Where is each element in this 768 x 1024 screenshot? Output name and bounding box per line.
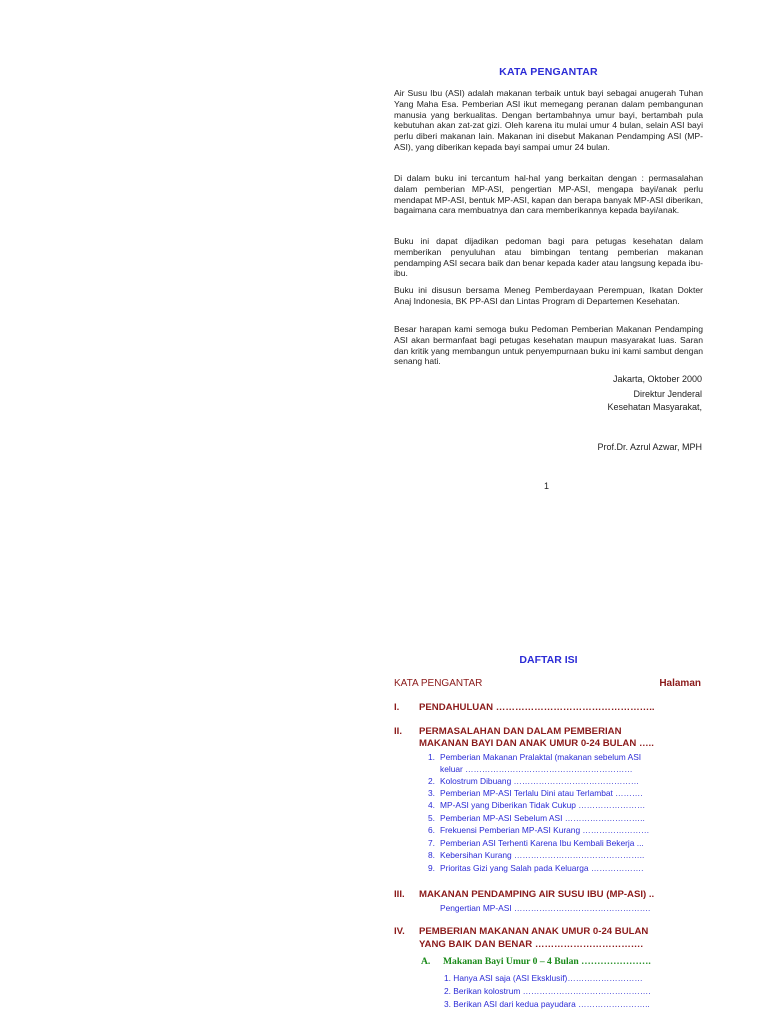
- toc-item-number: 6.: [428, 825, 435, 835]
- toc-item-number: 9.: [428, 863, 435, 873]
- toc-section-number: I.: [394, 702, 400, 713]
- signer-title-2: Kesehatan Masyarakat,: [607, 402, 702, 412]
- toc-item-text: Pemberian Makanan Pralaktal (makanan sebelum ASI: [440, 752, 642, 762]
- foreword-paragraph-2: Di dalam buku ini tercantum hal-hal yang berkaitan dengan : permasalahan dalam pemberian MP-ASI, pengertian MP-ASI, mengapa bayi/anak perlu mendapat MP-ASI, bentuk MP-ASI, kapan dan berapa banyak MP-ASI diberikan, bagaimana cara membuatnya dan cara memberikannya kepada bayi/anak.: [394, 173, 703, 216]
- toc-section-number: III.: [394, 889, 405, 900]
- toc-item-4a-1[interactable]: 1. Hanya ASI saja (ASI Eksklusif)………………………: [444, 973, 643, 983]
- toc-section-title-line2: MAKANAN BAYI DAN ANAK UMUR 0-24 BULAN …..: [419, 738, 654, 749]
- toc-title: DAFTAR ISI: [519, 654, 578, 666]
- toc-item-number: 7.: [428, 838, 435, 848]
- toc-section-number: II.: [394, 726, 402, 737]
- toc-item-text: Kebersihan Kurang ………………………………………..: [440, 850, 645, 860]
- toc-item-number: 1.: [428, 752, 435, 762]
- toc-section-title-line2: YANG BAIK DAN BENAR …………………………….: [419, 939, 644, 950]
- toc-item-4a-3[interactable]: 3. Berikan ASI dari kedua payudara ……………………..: [444, 999, 650, 1009]
- toc-foreword-entry[interactable]: KATA PENGANTAR: [394, 678, 483, 689]
- toc-section-title: PERMASALAHAN DAN DALAM PEMBERIAN: [419, 726, 622, 737]
- toc-section-number: IV.: [394, 926, 405, 937]
- toc-item-number: 3.: [428, 788, 435, 798]
- toc-subsection-title: Makanan Bayi Umur 0 – 4 Bulan ………………….: [443, 956, 651, 967]
- toc-item-number: 8.: [428, 850, 435, 860]
- toc-item-text: MP-ASI yang Diberikan Tidak Cukup ……………………: [440, 800, 646, 810]
- toc-item-text: Kolostrum Dibuang ………………………………………: [440, 776, 640, 786]
- toc-item-3-1[interactable]: Pengertian MP-ASI ………………………………………….: [440, 903, 651, 913]
- toc-item-text: Pemberian MP-ASI Terlalu Dini atau Terlambat ……….: [440, 788, 643, 798]
- toc-item-text: Pemberian ASI Terhenti Karena Ibu Kembali Bekerja ...: [440, 838, 644, 848]
- toc-item-text: Prioritas Gizi yang Salah pada Keluarga ……………….: [440, 863, 644, 873]
- signer-name: Prof.Dr. Azrul Azwar, MPH: [597, 442, 702, 452]
- signer-title-1: Direktur Jenderal: [633, 389, 702, 399]
- foreword-paragraph-4: Buku ini disusun bersama Meneg Pemberdayaan Perempuan, Ikatan Dokter Anaj Indonesia, BK PP-ASI dan Lintas Program di Departemen Kesehatan.: [394, 285, 703, 306]
- place-date: Jakarta, Oktober 2000: [612, 374, 702, 384]
- foreword-paragraph-5: Besar harapan kami semoga buku Pedoman Pemberian Makanan Pendamping ASI akan bermanfaat bagi petugas kesehatan maupun masyarakat luas. Saran dan kritik yang membangun untuk penyempurnaan buku ini kami sambut dengan senang hati.: [394, 324, 703, 367]
- toc-item-4a-2[interactable]: 2. Berikan kolostrum ……………………………………….: [444, 986, 651, 996]
- toc-item-number: 2.: [428, 776, 435, 786]
- toc-section-title: PENDAHULUAN …………………………………………..: [419, 702, 655, 713]
- foreword-title: KATA PENGANTAR: [499, 66, 598, 78]
- toc-section-title: PEMBERIAN MAKANAN ANAK UMUR 0-24 BULAN: [419, 926, 649, 937]
- toc-item-text: Frekuensi Pemberian MP-ASI Kurang ……………………: [440, 825, 650, 835]
- foreword-paragraph-1: Air Susu Ibu (ASI) adalah makanan terbaik untuk bayi sebagai anugerah Tuhan Yang Maha Esa. Pemberian ASI ikut memegang peranan dalam pembangunan manusia yang berkualitas. Dengan bertambahnya umur bayi, bertambah pula kebutuhan akan zat-zat gizi. Oleh karena itu mulai umur 4 bulan, selain ASI bayi perlu diberi makanan lain. Makanan ini disebut Makanan Pendamping ASI (MP-ASI), yang diberikan kepada bayi sampai umur 24 bulan.: [394, 88, 703, 152]
- foreword-paragraph-3: Buku ini dapat dijadikan pedoman bagi para petugas kesehatan dalam memberikan penyuluhan atau bimbingan tentang pemberian makanan pendamping ASI secara baik dan benar kepada kader atau langsung kepada ibu-ibu.: [394, 236, 703, 279]
- toc-item-number: 5.: [428, 813, 435, 823]
- toc-page-column-label: Halaman: [659, 678, 701, 689]
- toc-item-text-line2: keluar ……………………………………………………: [440, 763, 633, 774]
- toc-item-number: 4.: [428, 800, 435, 810]
- toc-section-title: MAKANAN PENDAMPING AIR SUSU IBU (MP-ASI) ..: [419, 889, 655, 900]
- page-number: 1: [544, 481, 550, 491]
- toc-subsection-letter: A.: [421, 956, 431, 967]
- toc-item-text: Pemberian MP-ASI Sebelum ASI ………………………..: [440, 813, 645, 823]
